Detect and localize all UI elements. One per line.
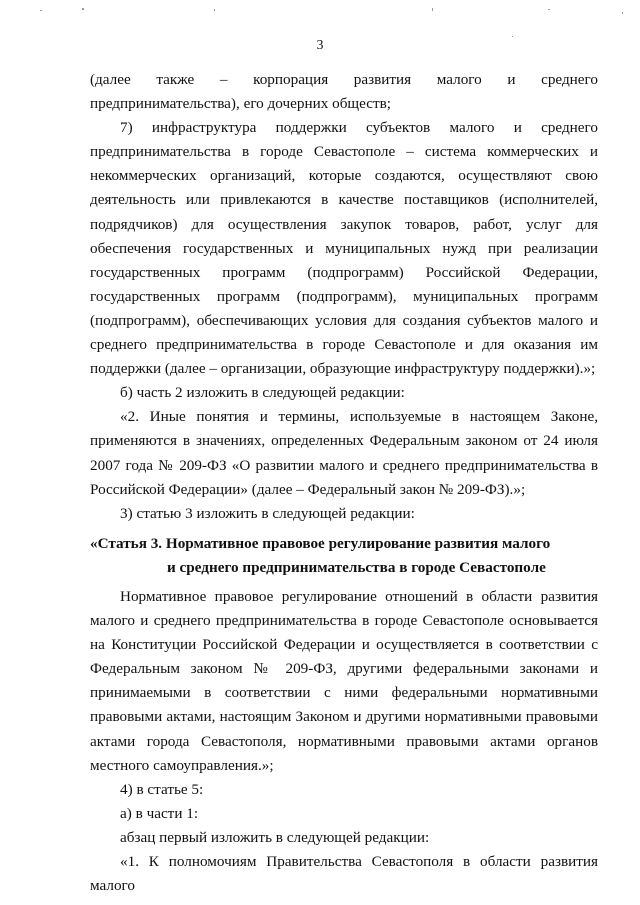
scan-speck <box>214 9 215 11</box>
paragraph-continuation: (далее также – корпорация развития малого и среднего предпринимательства), его дочерних обществ; <box>90 71 598 113</box>
scan-speck <box>622 12 623 14</box>
paragraph-part-2-text: «2. Иные понятия и термины, используемые в настоящем Законе, применяются в значениях, определенных Федеральным законом от 24 июля 2007 года № 209-ФЗ «О развитии малого и среднего предпринимательства в Российской Федерации» (далее – Федеральный закон № 209-ФЗ).»; <box>90 408 598 498</box>
paragraph-amendment-3: 3) статью 3 изложить в следующей редакции: <box>120 504 415 522</box>
paragraph-amendment-4: 4) в статье 5: <box>120 780 204 798</box>
document-body <box>90 68 598 898</box>
scan-speck <box>512 36 513 37</box>
article-3-heading-line-1: «Статья 3. Нормативное правовое регулирование развития малого <box>90 534 551 552</box>
scan-speck <box>82 8 84 10</box>
page-number: 3 <box>316 38 324 53</box>
paragraph-amendment-b: б) часть 2 изложить в следующей редакции: <box>120 384 405 402</box>
paragraph-article-3-text: Нормативное правовое регулирование отношений в области развития малого и среднего предпринимательства в городе Севастополе основывается на Конституции Российской Федерации и осуществляется в соответствии с Федеральным законом № 209-ФЗ, другими федеральными законами и принимаемыми в соответствии с ними федеральными нормативными правовыми актами, настоящим Законом и другими нормативными правовыми актами города Севастополя, нормативными правовыми актами органов местного самоуправления.»; <box>90 587 598 774</box>
paragraph-item-7: 7) инфраструктура поддержки субъектов малого и среднего предпринимательства в городе Севастополе – система коммерческих и некоммерческих организаций, которые создаются, осуществляют свою деятельность или привлекаются в качестве поставщиков (исполнителей, подрядчиков) для осуществления закупок товаров, работ, услуг для обеспечения государственных и муниципальных нужд при реализации государственных программ (подпрограмм) Российской Федерации, государственных программ (подпрограмм), муниципальных программ (подпрограмм), обеспечивающих условия для создания субъектов малого и среднего предпринимательства в городе Севастополе и для оказания им поддержки (далее – организации, образующие инфраструктуру поддержки).»; <box>90 119 598 378</box>
paragraph-part-1-text: «1. К полномочиям Правительства Севастополя в области развития малого <box>90 853 598 895</box>
scan-speck <box>40 10 42 11</box>
paragraph-first-abzac: абзац первый изложить в следующей редакции: <box>120 828 430 846</box>
article-3-heading <box>90 532 598 580</box>
article-3-heading-line-2: и среднего предпринимательства в городе Севастополе <box>167 558 546 576</box>
paragraph-amendment-4a: а) в части 1: <box>120 804 199 822</box>
scan-speck <box>548 9 550 10</box>
scan-speck <box>432 8 433 11</box>
